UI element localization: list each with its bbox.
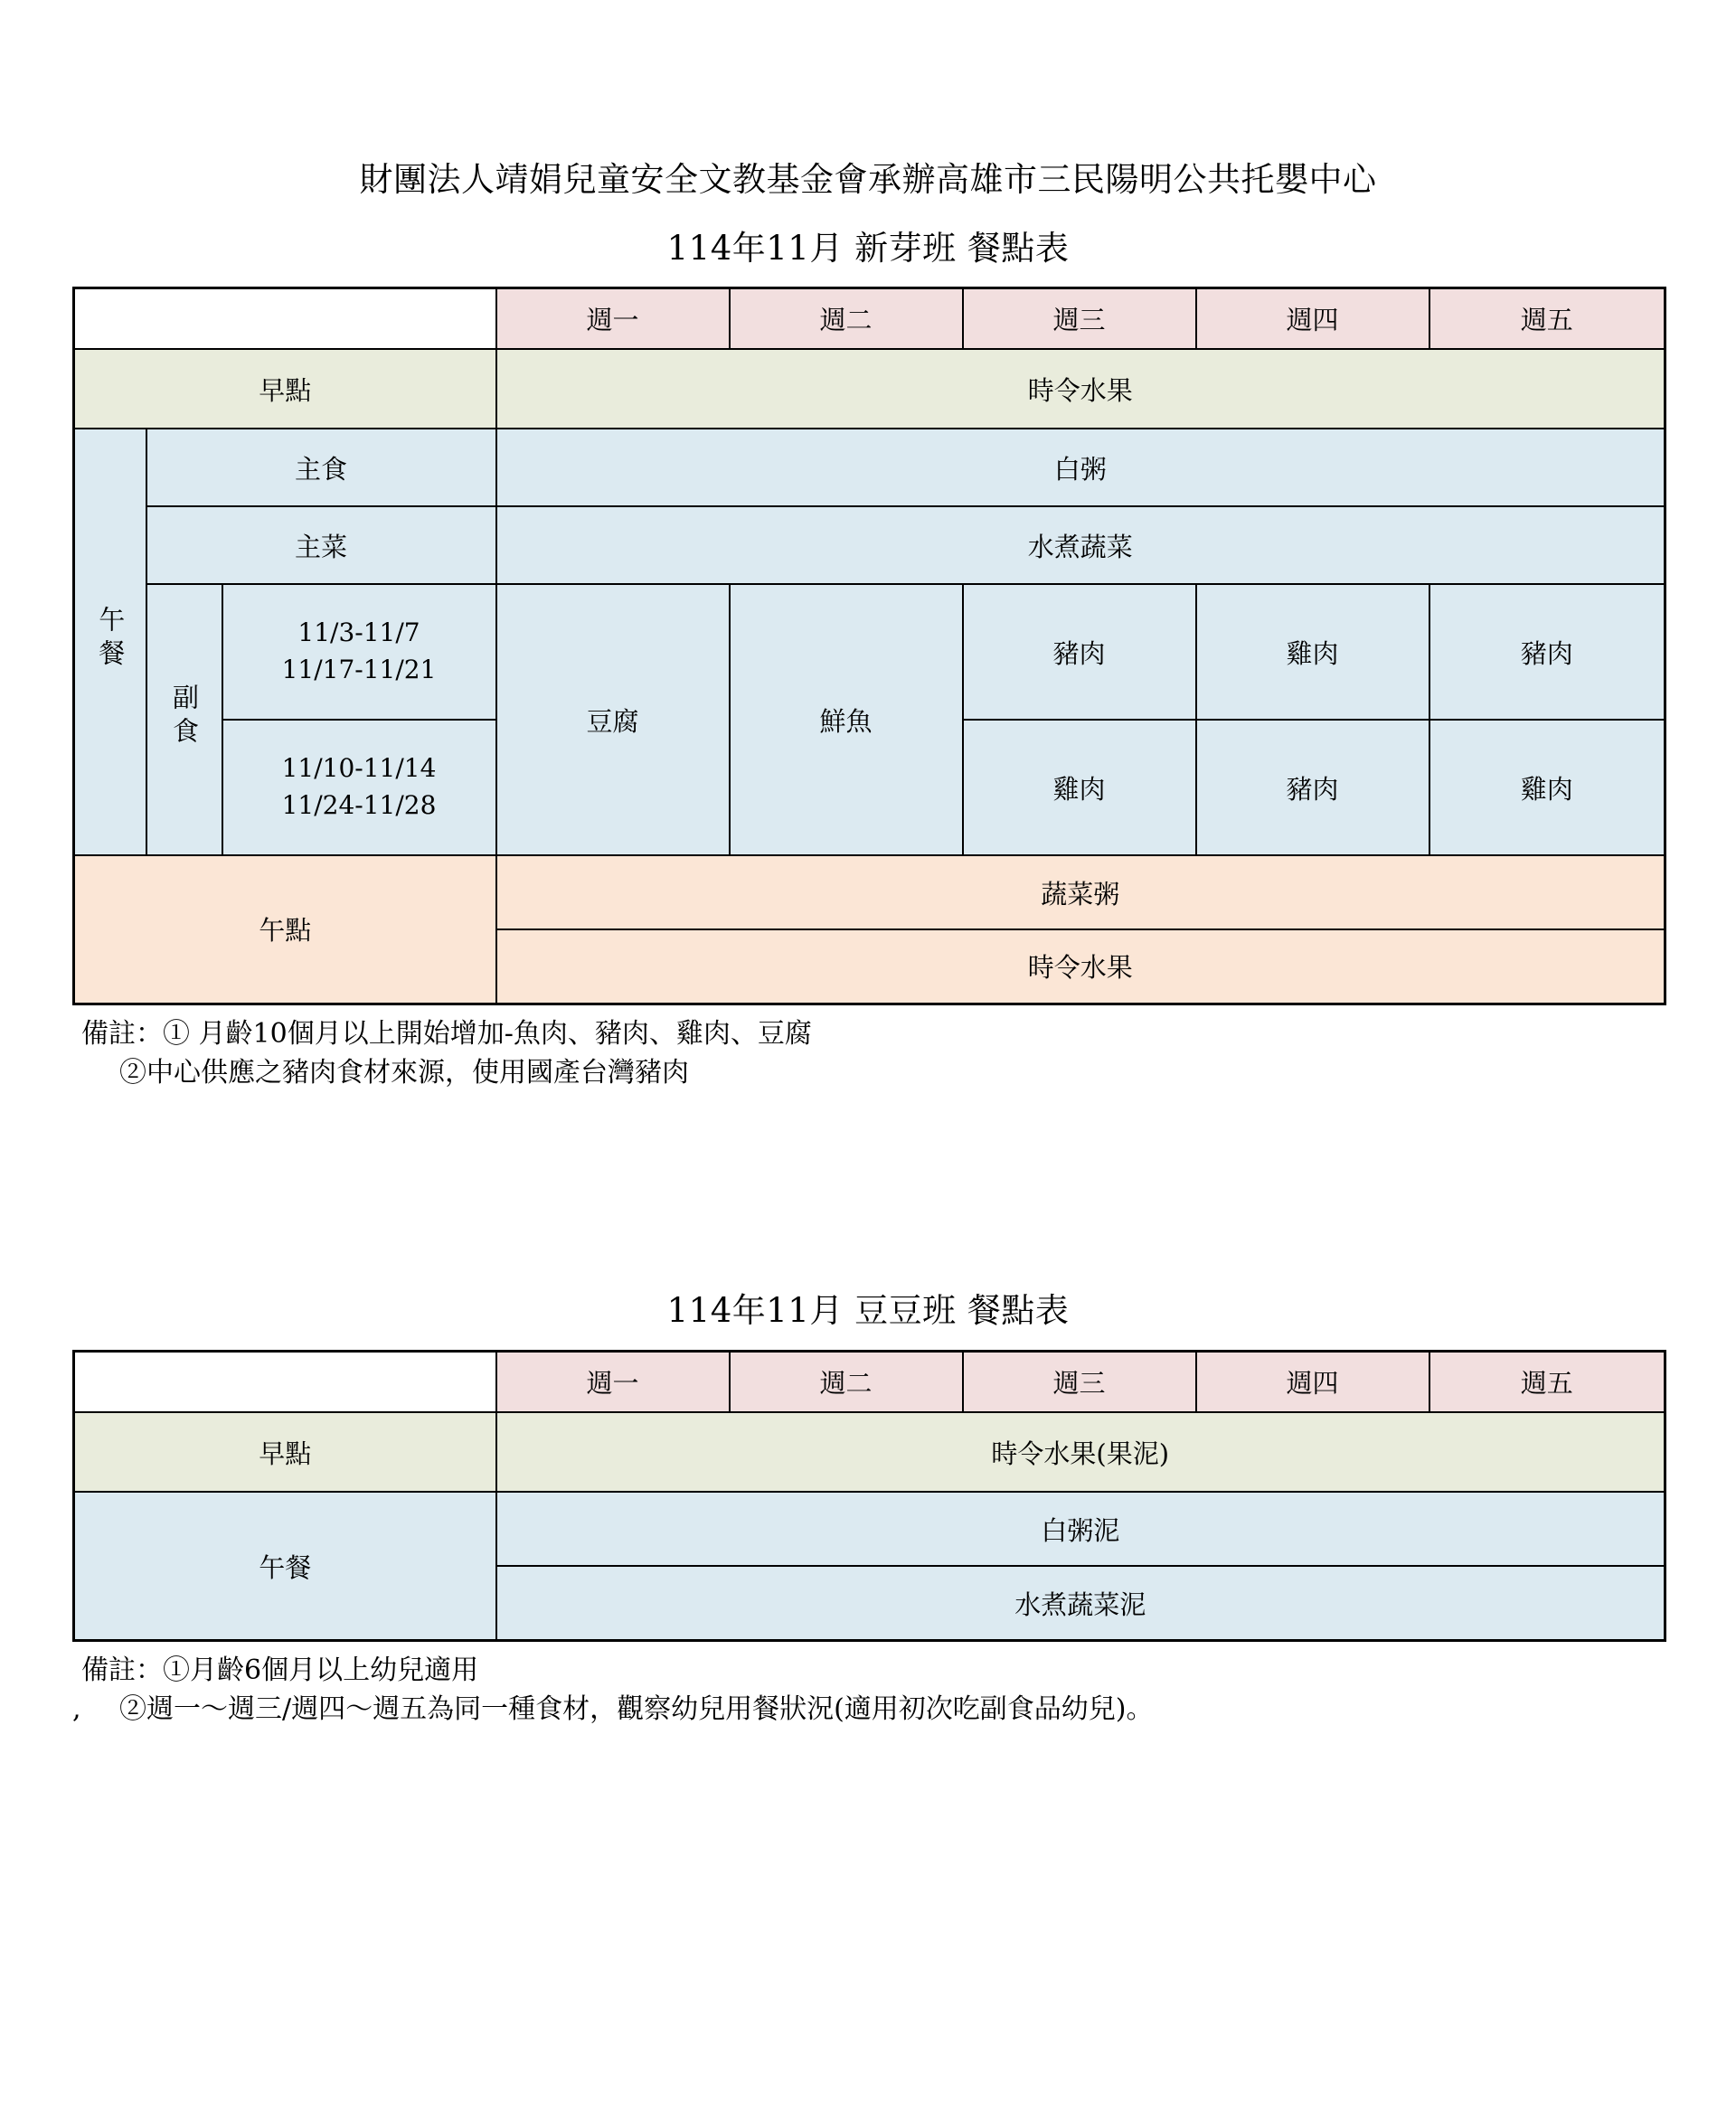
table2-wrapper xyxy=(72,1350,1664,1642)
table2-note-stray-comma: , xyxy=(72,1693,81,1726)
table2-header-weekday-thu: 週四 xyxy=(1196,1351,1429,1412)
lunch-side-label-text: 副食 xyxy=(169,683,200,750)
table2-header-corner-cell xyxy=(74,1351,496,1412)
menu-table-xinya xyxy=(72,287,1666,1005)
table2-lunch-value-1: 白粥泥 xyxy=(496,1492,1665,1566)
header-weekday-wed: 週三 xyxy=(963,288,1196,349)
table1-note-line-1: 備註：① 月齡10個月以上開始增加-魚肉、豬肉、雞肉、豆腐 xyxy=(81,1017,812,1050)
lunch-main-value: 水煮蔬菜 xyxy=(496,506,1665,584)
table2-note-line-2: ②週一～週三/週四～週五為同一種食材，觀察幼兒用餐狀況(適用初次吃副食品幼兒)。 xyxy=(119,1693,1154,1726)
side-dish-period-1-dates xyxy=(222,584,496,720)
table-row-afternoon-1 xyxy=(74,855,1665,929)
table2-header-weekday-wed: 週三 xyxy=(963,1351,1196,1412)
period-1-date-range-a: 11/3-11/7 xyxy=(297,617,420,648)
side-dish-tuesday-value: 鮮魚 xyxy=(730,584,963,855)
table1-notes xyxy=(72,1005,1664,1093)
table-row-morning-snack xyxy=(74,349,1665,429)
lunch-side-label xyxy=(146,584,222,855)
header-weekday-mon: 週一 xyxy=(496,288,730,349)
menu-table-doudou xyxy=(72,1350,1666,1642)
table2-note-line-2-row xyxy=(72,1690,1664,1730)
table2-row-morning-snack xyxy=(74,1412,1665,1492)
afternoon-snack-label: 午點 xyxy=(74,855,496,1004)
lunch-label xyxy=(74,429,146,855)
table1-note-line-2: ②中心供應之豬肉食材來源，使用國產台灣豬肉 xyxy=(119,1057,689,1089)
side-dish-p1-wed: 豬肉 xyxy=(963,584,1196,720)
afternoon-snack-value-1: 蔬菜粥 xyxy=(496,855,1665,929)
table-row-header xyxy=(74,288,1665,349)
table2-row-header xyxy=(74,1351,1665,1412)
table2-notes xyxy=(72,1642,1664,1730)
morning-snack-value: 時令水果 xyxy=(496,349,1665,429)
side-dish-period-2-dates xyxy=(222,720,496,855)
period-1-date-range-b: 11/17-11/21 xyxy=(281,655,437,684)
table2-lunch-label: 午餐 xyxy=(74,1492,496,1640)
afternoon-snack-value-2: 時令水果 xyxy=(496,929,1665,1004)
side-dish-p1-thu: 雞肉 xyxy=(1196,584,1429,720)
table2-header-weekday-fri: 週五 xyxy=(1429,1351,1665,1412)
table2-header-weekday-mon: 週一 xyxy=(496,1351,730,1412)
header-weekday-tue: 週二 xyxy=(730,288,963,349)
lunch-staple-value: 白粥 xyxy=(496,429,1665,506)
table1-title: 114年11月 新芽班 餐點表 xyxy=(666,229,1070,269)
table2-lunch-value-2: 水煮蔬菜泥 xyxy=(496,1566,1665,1640)
side-dish-p2-thu: 豬肉 xyxy=(1196,720,1429,855)
period-2-date-range-a: 11/10-11/14 xyxy=(281,753,437,784)
side-dish-p1-fri: 豬肉 xyxy=(1429,584,1665,720)
table2-morning-snack-value: 時令水果(果泥) xyxy=(496,1412,1665,1492)
table2-header-weekday-tue: 週二 xyxy=(730,1351,963,1412)
header-weekday-thu: 週四 xyxy=(1196,288,1429,349)
table-row-lunch-main xyxy=(74,506,1665,584)
table1-wrapper xyxy=(72,287,1664,1005)
section-spacer xyxy=(0,1093,1736,1290)
header-weekday-fri: 週五 xyxy=(1429,288,1665,349)
period-2-date-range-b: 11/24-11/28 xyxy=(281,790,437,820)
table-row-lunch-side-1 xyxy=(74,584,1665,720)
side-dish-p2-wed: 雞肉 xyxy=(963,720,1196,855)
table-row-lunch-staple xyxy=(74,429,1665,506)
lunch-staple-label: 主食 xyxy=(146,429,496,506)
table2-note-line-1: 備註：①月齡6個月以上幼兒適用 xyxy=(81,1654,479,1686)
lunch-main-label: 主菜 xyxy=(146,506,496,584)
table2-morning-snack-label: 早點 xyxy=(74,1412,496,1492)
side-dish-p2-fri: 雞肉 xyxy=(1429,720,1665,855)
morning-snack-label: 早點 xyxy=(74,349,496,429)
organization-title: 財團法人靖娟兒童安全文教基金會承辦高雄市三民陽明公共托嬰中心 xyxy=(359,160,1377,199)
lunch-label-text: 午餐 xyxy=(95,605,127,673)
side-dish-monday-value: 豆腐 xyxy=(496,584,730,855)
table2-row-lunch-1 xyxy=(74,1492,1665,1566)
header-corner-cell xyxy=(74,288,496,349)
table2-title: 114年11月 豆豆班 餐點表 xyxy=(666,1290,1070,1330)
